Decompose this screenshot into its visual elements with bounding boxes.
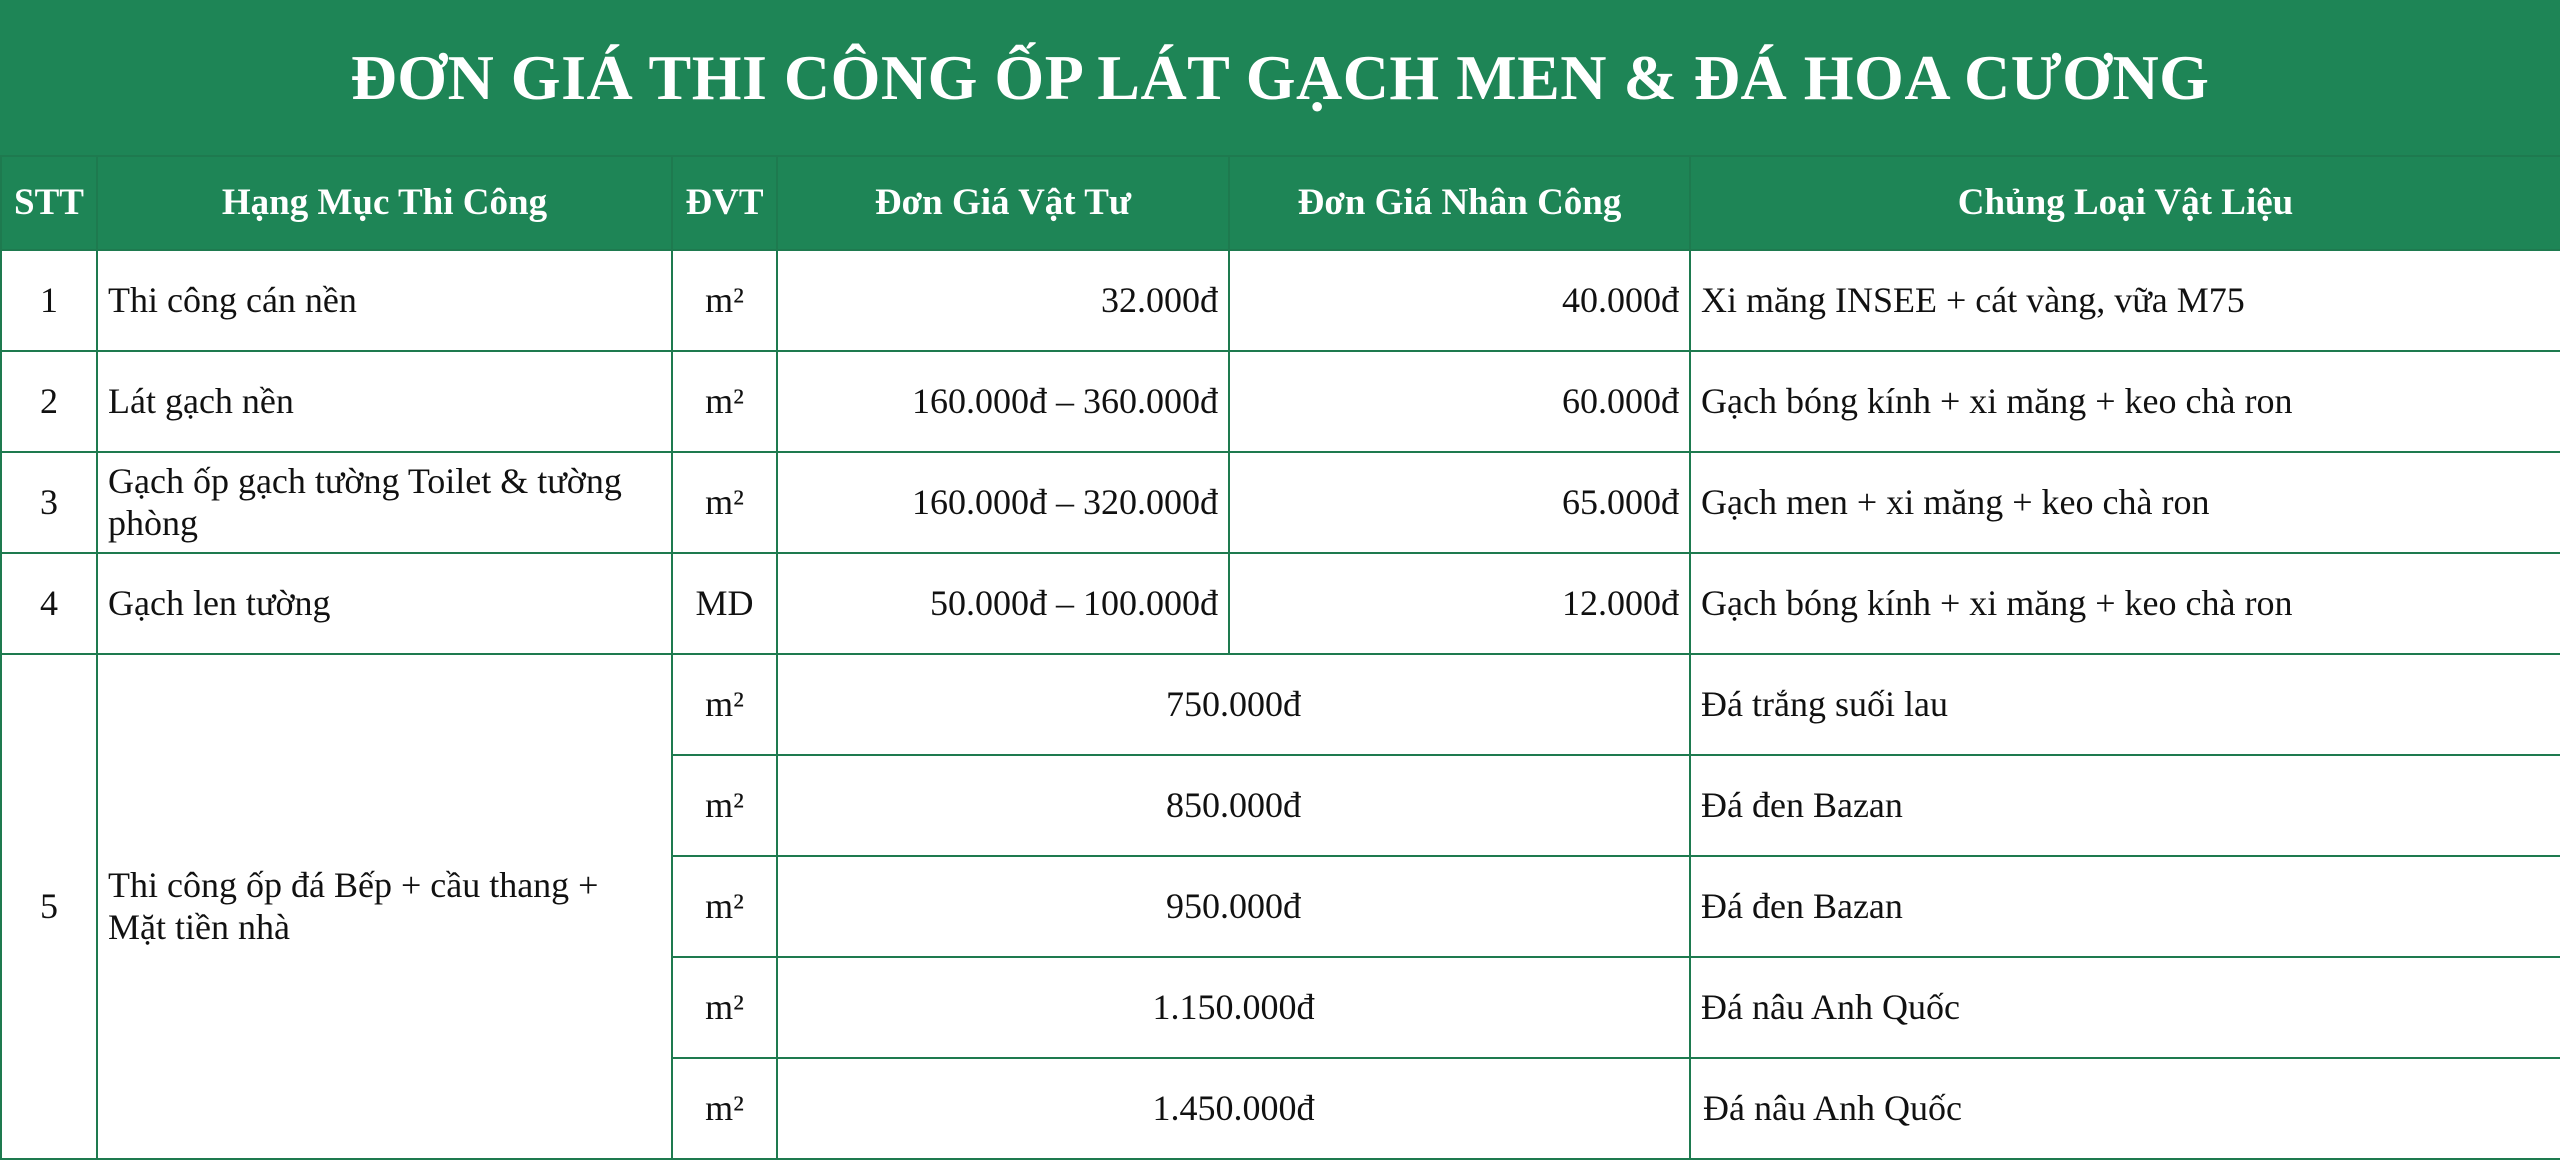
price-table — [0, 155, 2560, 1160]
group-item: Thi công ốp đá Bếp + cầu thang + Mặt tiền nhà — [97, 654, 672, 1159]
page-title: ĐƠN GIÁ THI CÔNG ỐP LÁT GẠCH MEN & ĐÁ HOA CƯƠNG — [0, 0, 2560, 155]
subrow-unit: m² — [672, 1058, 777, 1159]
subrow-material-type: Đá đen Bazan — [1690, 755, 2560, 856]
table-row — [1, 452, 2560, 553]
row-material-price: 160.000đ – 320.000đ — [777, 452, 1229, 553]
table-header — [1, 156, 2560, 250]
header-item: Hạng Mục Thi Công — [97, 156, 672, 250]
table-row — [1, 250, 2560, 351]
table-row — [1, 553, 2560, 654]
row-material-type: Gạch men + xi măng + keo chà ron — [1690, 452, 2560, 553]
subrow-unit: m² — [672, 755, 777, 856]
header-material-type: Chủng Loại Vật Liệu — [1690, 156, 2560, 250]
row-labor-price: 65.000đ — [1229, 452, 1690, 553]
row-stt: 3 — [1, 452, 97, 553]
row-material-price: 160.000đ – 360.000đ — [777, 351, 1229, 452]
row-material-price: 32.000đ — [777, 250, 1229, 351]
table-row — [1, 351, 2560, 452]
subrow-unit: m² — [672, 856, 777, 957]
header-labor-price: Đơn Giá Nhân Công — [1229, 156, 1690, 250]
subrow-material-type: Đá nâu Anh Quốc — [1690, 957, 2560, 1058]
table-body — [1, 250, 2560, 1159]
subrow-material-type: Đá trắng suối lau — [1690, 654, 2560, 755]
subrow-price: 1.150.000đ — [777, 957, 1690, 1058]
row-item: Gạch ốp gạch tường Toilet & tường phòng — [97, 452, 672, 553]
header-row — [1, 156, 2560, 250]
row-labor-price: 12.000đ — [1229, 553, 1690, 654]
subrow-price: 850.000đ — [777, 755, 1690, 856]
row-material-type: Gạch bóng kính + xi măng + keo chà ron — [1690, 351, 2560, 452]
row-stt: 2 — [1, 351, 97, 452]
subrow-unit: m² — [672, 957, 777, 1058]
row-unit: m² — [672, 351, 777, 452]
header-material-price: Đơn Giá Vật Tư — [777, 156, 1229, 250]
row-unit: m² — [672, 452, 777, 553]
row-material-type: Gạch bóng kính + xi măng + keo chà ron — [1690, 553, 2560, 654]
row-labor-price: 60.000đ — [1229, 351, 1690, 452]
row-labor-price: 40.000đ — [1229, 250, 1690, 351]
header-unit: ĐVT — [672, 156, 777, 250]
row-unit: m² — [672, 250, 777, 351]
row-material-type: Xi măng INSEE + cát vàng, vữa M75 — [1690, 250, 2560, 351]
header-stt: STT — [1, 156, 97, 250]
subrow-material-type: Đá nâu Anh Quốc — [1690, 1058, 2560, 1159]
subrow-price: 950.000đ — [777, 856, 1690, 957]
group-stt: 5 — [1, 654, 97, 1159]
subrow-unit: m² — [672, 654, 777, 755]
table-row — [1, 654, 2560, 755]
subrow-price: 1.450.000đ — [777, 1058, 1690, 1159]
row-material-price: 50.000đ – 100.000đ — [777, 553, 1229, 654]
subrow-price: 750.000đ — [777, 654, 1690, 755]
row-stt: 4 — [1, 553, 97, 654]
subrow-material-type: Đá đen Bazan — [1690, 856, 2560, 957]
row-item: Lát gạch nền — [97, 351, 672, 452]
row-item: Thi công cán nền — [97, 250, 672, 351]
row-item: Gạch len tường — [97, 553, 672, 654]
row-unit: MD — [672, 553, 777, 654]
row-stt: 1 — [1, 250, 97, 351]
